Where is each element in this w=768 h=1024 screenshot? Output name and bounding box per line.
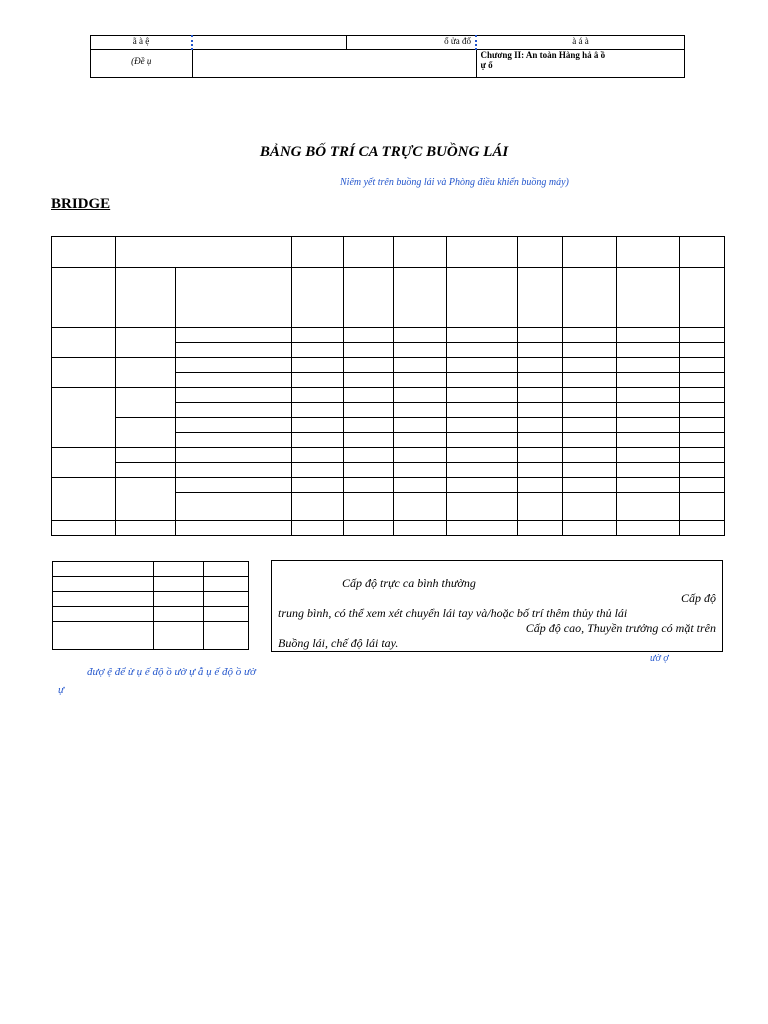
table-cell [344,493,394,521]
table-cell [518,268,563,328]
table-cell [52,478,116,521]
table-cell [344,521,394,536]
table-row [52,448,725,463]
table-cell [563,343,617,358]
table-cell [344,388,394,403]
table-row [52,268,725,328]
footer-superscript: ườ ợ [650,653,669,664]
table-cell [518,433,563,448]
header-cell-revision: ổ ửa đổ [347,36,477,50]
table-cell [344,478,394,493]
table-cell [116,388,176,418]
table-cell [518,521,563,536]
table-cell [447,448,518,463]
table-cell [176,448,292,463]
table-cell [176,418,292,433]
table-cell [176,328,292,343]
table-cell [617,373,680,388]
table-cell [563,388,617,403]
footer-note-line1: đượ ệ để ừ ụ ế độ ồ ườ ự ẫ ụ ế độ ồ ườ [87,666,256,678]
table-cell [617,493,680,521]
note-high-level: Cấp độ cao, Thuyền trưởng có mặt trên [525,621,716,635]
table-cell [394,403,447,418]
table-cell [563,493,617,521]
table-cell [518,493,563,521]
table-cell [617,448,680,463]
table-cell [292,358,344,373]
table-cell [617,403,680,418]
table-cell [447,463,518,478]
table-cell [154,607,204,622]
table-cell [53,607,154,622]
table-cell [176,521,292,536]
table-cell [292,433,344,448]
table-cell [394,373,447,388]
table-cell [344,463,394,478]
table-cell [518,448,563,463]
table-cell [563,358,617,373]
table-cell [447,403,518,418]
table-cell [176,463,292,478]
table-cell [176,433,292,448]
table-cell [617,463,680,478]
table-cell [292,237,344,268]
table-cell [292,388,344,403]
table-cell [116,521,176,536]
table-cell [116,463,176,478]
header-cell-1: ã à ệ [91,36,193,50]
table-cell [447,268,518,328]
chapter-subtitle: ự ổ [480,60,493,70]
table-cell [394,358,447,373]
table-cell [176,388,292,403]
table-cell [116,328,176,358]
table-cell [563,463,617,478]
table-cell [518,237,563,268]
table-cell [394,463,447,478]
table-cell [154,592,204,607]
table-row [52,478,725,493]
table-cell [394,493,447,521]
watch-schedule-table [51,236,725,536]
table-cell [447,493,518,521]
table-cell [518,478,563,493]
table-cell [176,478,292,493]
table-cell [617,237,680,268]
table-row [52,358,725,373]
table-cell [617,418,680,433]
table-cell [344,373,394,388]
table-cell [204,622,249,650]
table-cell [116,237,292,268]
table-cell [292,373,344,388]
note-high-level-cont: Buồng lái, chế độ lái tay. [278,636,399,650]
table-cell [292,448,344,463]
table-cell [394,433,447,448]
table-cell [447,237,518,268]
table-row [52,328,725,343]
table-cell [394,343,447,358]
table-cell [680,418,725,433]
table-cell [563,521,617,536]
table-cell [53,577,154,592]
table-cell [52,268,116,328]
table-cell [176,373,292,388]
table-cell [344,328,394,343]
table-cell [563,328,617,343]
table-cell [116,478,176,521]
document-header-table [90,35,685,78]
table-cell [518,388,563,403]
note-medium-level: trung bình, có thể xem xét chuyển lái tay và/hoặc bố trí thêm thủy thủ lái [278,606,628,620]
table-cell [680,268,725,328]
table-cell [154,577,204,592]
table-cell [52,237,116,268]
table-cell [563,237,617,268]
header-cell-2 [192,36,347,50]
table-cell [394,448,447,463]
table-cell [518,343,563,358]
table-cell [292,268,344,328]
footer-note-line2: ự [58,684,64,696]
table-cell [53,592,154,607]
table-cell [563,403,617,418]
table-row [52,418,725,433]
table-cell [394,478,447,493]
table-cell [447,343,518,358]
table-row [52,521,725,536]
table-cell [617,521,680,536]
table-cell [680,358,725,373]
table-cell [518,418,563,433]
table-cell [53,622,154,650]
table-cell [617,358,680,373]
table-cell [680,343,725,358]
table-cell [680,493,725,521]
table-cell [447,521,518,536]
table-cell [344,237,394,268]
table-cell [344,268,394,328]
table-cell [617,478,680,493]
table-cell [394,388,447,403]
table-header-row [52,237,725,268]
table-cell [344,433,394,448]
table-cell [292,478,344,493]
table-cell [292,328,344,343]
table-cell [394,268,447,328]
table-cell [518,403,563,418]
table-cell [563,268,617,328]
table-cell [292,418,344,433]
table-cell [154,562,204,577]
table-cell [563,478,617,493]
table-cell [617,388,680,403]
table-cell [617,343,680,358]
header-cell-empty [192,50,476,78]
table-cell [617,268,680,328]
legend-table [52,561,249,650]
table-cell [116,418,176,448]
table-cell [292,343,344,358]
table-cell [680,328,725,343]
table-cell [176,403,292,418]
table-cell [394,521,447,536]
table-row [52,463,725,478]
table-cell [176,493,292,521]
table-cell [518,358,563,373]
table-cell [447,358,518,373]
table-cell [52,521,116,536]
table-cell [176,343,292,358]
table-cell [394,328,447,343]
table-cell [617,328,680,343]
note-medium-level-label: Cấp độ [680,591,716,605]
table-cell [563,448,617,463]
table-cell [292,403,344,418]
table-cell [563,373,617,388]
header-cell-subject: (Đề ụ [91,50,193,78]
table-cell [292,463,344,478]
section-heading: BRIDGE [51,196,111,212]
table-cell [518,373,563,388]
table-cell [680,478,725,493]
table-cell [344,358,394,373]
table-cell [292,521,344,536]
table-cell [680,521,725,536]
table-cell [204,607,249,622]
note-normal-level: Cấp độ trực ca bình thường [342,576,476,590]
table-cell [116,268,176,328]
table-cell [563,433,617,448]
table-cell [680,433,725,448]
table-cell [447,433,518,448]
page-subtitle: Niêm yết trên buồng lái và Phòng điều khiển buồng máy) [340,177,569,188]
table-cell [344,403,394,418]
table-cell [447,478,518,493]
table-cell [52,358,116,388]
header-cell-4: à á à [476,36,685,50]
table-cell [53,562,154,577]
table-cell [116,358,176,388]
table-cell [344,448,394,463]
table-cell [394,418,447,433]
table-row [52,388,725,403]
table-cell [518,328,563,343]
table-cell [204,577,249,592]
table-cell [154,622,204,650]
chapter-title: Chương II: An toàn Hàng hả â ồ [480,50,606,60]
table-cell [176,268,292,328]
table-cell [447,328,518,343]
table-cell [292,493,344,521]
table-cell [176,358,292,373]
table-cell [52,328,116,358]
watch-level-notes [271,560,723,652]
table-cell [518,463,563,478]
table-cell [447,373,518,388]
table-cell [204,562,249,577]
table-cell [680,448,725,463]
table-cell [447,388,518,403]
table-cell [563,418,617,433]
page-title: BẢNG BỐ TRÍ CA TRỰC BUỒNG LÁI [259,144,509,160]
header-cell-chapter [476,50,685,78]
table-cell [680,463,725,478]
table-cell [680,403,725,418]
table-cell [680,388,725,403]
table-cell [680,373,725,388]
table-cell [680,237,725,268]
table-cell [52,388,116,448]
table-cell [116,448,176,463]
table-cell [204,592,249,607]
table-cell [52,448,116,478]
table-cell [617,433,680,448]
table-cell [344,343,394,358]
table-cell [447,418,518,433]
table-cell [394,237,447,268]
table-cell [344,418,394,433]
